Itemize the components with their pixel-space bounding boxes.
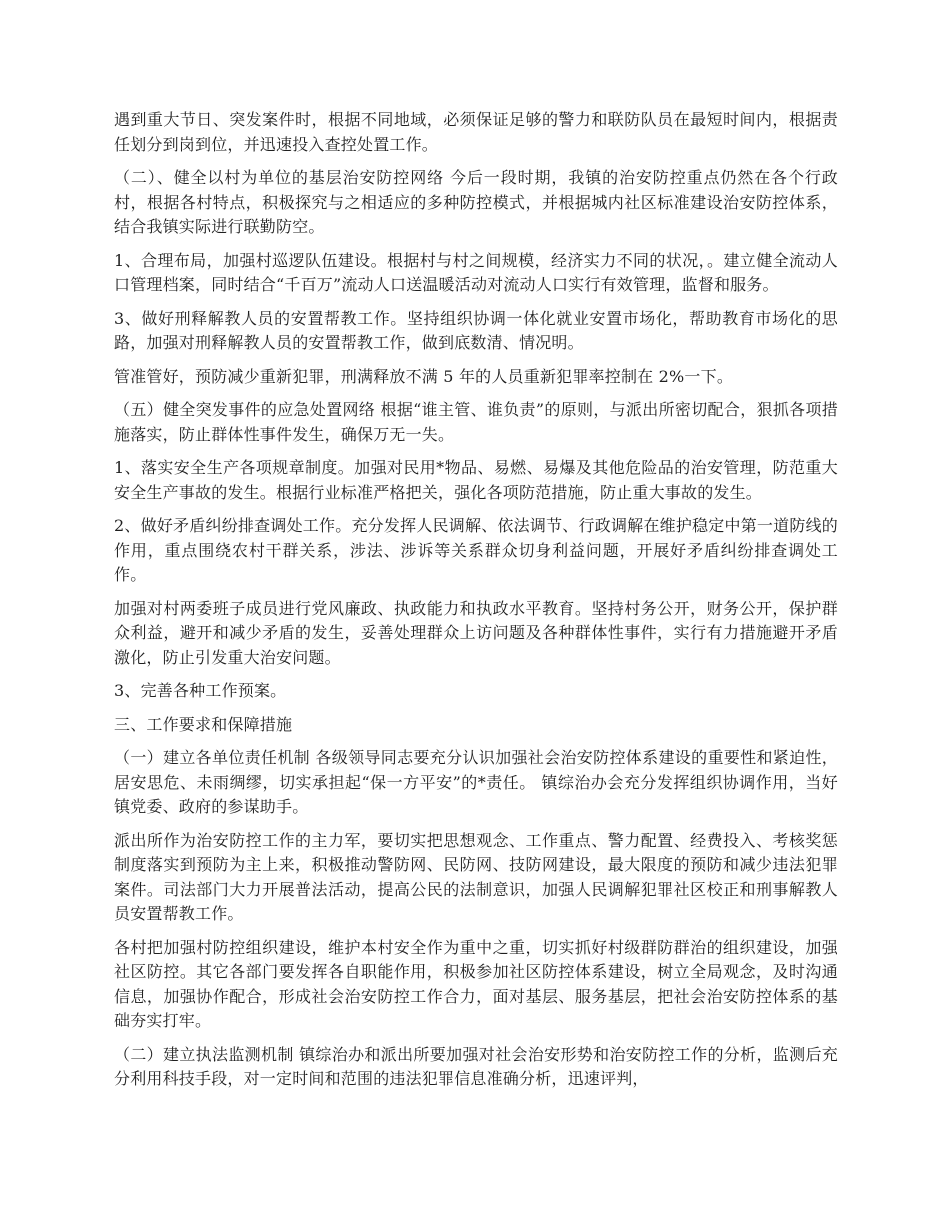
paragraph-13: 派出所作为治安防控工作的主力军，要切实把思想观念、工作重点、警力配置、经费投入、考核奖惩制度落实到预防为主上来，积极推动警防网、民防网、技防网建设，最大限度的预防和减少违法犯罪案件。司法部门大力开展普法活动，提高公民的法制意识，加强人民调解犯罪社区校正和刑事解教人员安置帮教工作。 (114, 830, 838, 923)
paragraph-6: （五）健全突发事件的应急处置网络 根据“谁主管、谁负责”的原则，与派出所密切配合，狠抓各项措施落实，防止群体性事件发生，确保万无一失。 (114, 400, 838, 444)
paragraph-8: 2、做好矛盾纠纷排查调处工作。充分发挥人民调解、依法调节、行政调解在维护稳定中第一道防线的作用，重点围绕农村干群关系，涉法、涉诉等关系群众切身利益问题，开展好矛盾纠纷排查调处工作。 (114, 516, 838, 584)
section-heading: 三、工作要求和保障措施 (114, 714, 293, 734)
paragraph-1: 遇到重大节日、突发案件时，根据不同地域，必须保证足够的警力和联防队员在最短时间内，根据责任划分到岗到位，并迅速投入查控处置工作。 (114, 110, 838, 154)
paragraph-12: （一）建立各单位责任机制 各级领导同志要充分认识加强社会治安防控体系建设的重要性和紧迫性，居安思危、未雨绸缪，切实承担起“保一方平安”的*责任。 镇综治办会充分发挥组织协调作用，当好镇党委、政府的参谋助手。 (114, 748, 838, 816)
document-body (114, 108, 838, 1101)
paragraph-14: 各村把加强村防控组织建设，维护本村安全作为重中之重，切实抓好村级群防群治的组织建设，加强社区防控。其它各部门要发挥各自职能作用，积极参加社区防控体系建设，树立全局观念，及时沟通信息，加强协作配合，形成社会治安防控工作合力，面对基层、服务基层，把社会治安防控体系的基础夯实打牢。 (114, 937, 838, 1030)
paragraph-2: （二）、健全以村为单位的基层治安防控网络 今后一段时期，我镇的治安防控重点仍然在各个行政村，根据各村特点，积极探究与之相适应的多种防控模式，并根据城内社区标准建设治安防控体系，结合我镇实际进行联勤防空。 (114, 168, 838, 236)
paragraph-5: 管准管好，预防减少重新犯罪，刑满释放不满 5 年的人员重新犯罪率控制在 2%一下。 (114, 366, 734, 386)
paragraph-4: 3、做好刑释解教人员的安置帮教工作。坚持组织协调一体化就业安置市场化，帮助教育市场化的思路，加强对刑释解教人员的安置帮教工作，做到底数清、情况明。 (114, 308, 838, 352)
paragraph-3: 1、合理布局，加强村巡逻队伍建设。根据村与村之间规模，经济实力不同的状况，。建立健全流动人口管理档案，同时结合“千百万”流动人口送温暖活动对流动人口实行有效管理，监督和服务。 (114, 250, 838, 294)
paragraph-10: 3、完善各种工作预案。 (114, 681, 287, 700)
paragraph-15: （二）建立执法监测机制 镇综治办和派出所要加强对社会治安形势和治安防控工作的分析，监测后充分利用科技手段，对一定时间和范围的违法犯罪信息准确分析，迅速评判， (114, 1044, 838, 1088)
paragraph-9: 加强对村两委班子成员进行党风廉政、执政能力和执政水平教育。坚持村务公开，财务公开，保护群众利益，避开和减少矛盾的发生，妥善处理群众上访问题及各种群体性事件，实行有力措施避开矛盾激化，防止引发重大治安问题。 (114, 598, 838, 667)
paragraph-7: 1、落实安全生产各项规章制度。加强对民用*物品、易燃、易爆及其他危险品的治安管理，防范重大安全生产事故的发生。根据行业标准严格把关，强化各项防范措施，防止重大事故的发生。 (114, 458, 838, 502)
